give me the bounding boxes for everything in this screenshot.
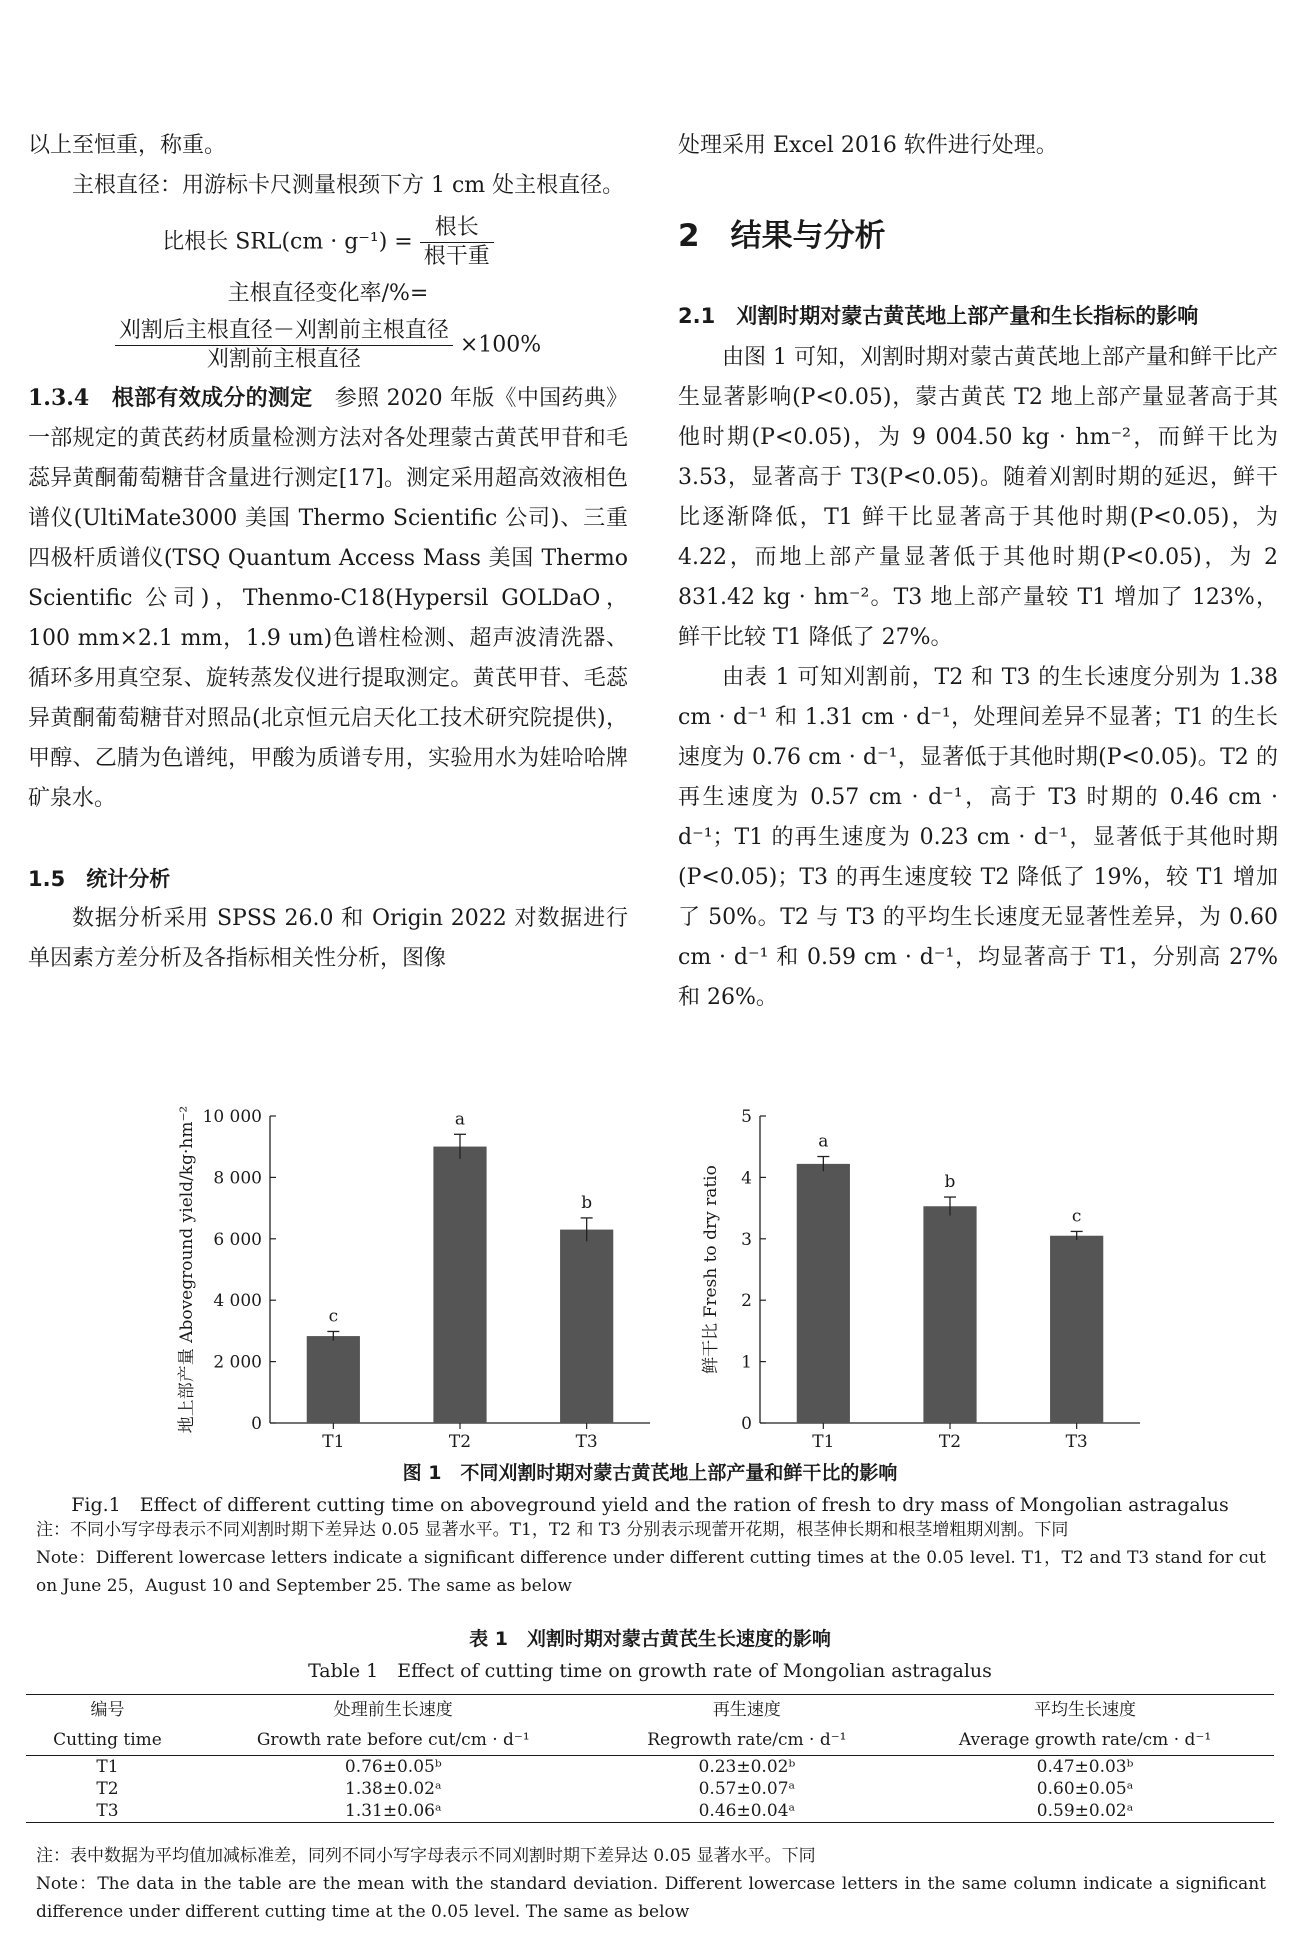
x-tick-label: T3: [575, 1432, 598, 1452]
column-header: 处理前生长速度: [333, 1700, 453, 1720]
table-title-en: Table 1 Effect of cutting time on growth rate of Mongolian astragalus: [308, 1660, 992, 1682]
section-heading: 2 结果与分析: [678, 218, 886, 254]
left-column: [28, 126, 628, 979]
y-tick-label: 4: [741, 1168, 752, 1189]
figure-1: [0, 1080, 1300, 1480]
y-tick-label: 10 000: [202, 1107, 262, 1127]
table-cell: 0.57±0.07ᵃ: [698, 1779, 796, 1799]
subsection-heading: 2.1 刈割时期对蒙古黄芪地上部产量和生长指标的影响: [678, 304, 1199, 328]
right-column: [678, 126, 1278, 1018]
y-tick-label: 8 000: [213, 1168, 262, 1189]
paragraph: 主根直径：用游标卡尺测量根颈下方 1 cm 处主根直径。: [72, 173, 625, 198]
growth-rate-table: [26, 1694, 1274, 1823]
y-axis-label: 鲜干比 Fresh to dry ratio: [701, 1165, 721, 1374]
table-row: [26, 1800, 1274, 1823]
figure-note-cn: 注：不同小写字母表示不同刈割时期下差异达 0.05 显著水平。T1，T2 和 T3 分别表示现蕾开花期，根茎伸长期和根茎增粗期刈割。下同: [36, 1520, 1069, 1540]
paragraph: 处理采用 Excel 2016 软件进行处理。: [678, 133, 1058, 158]
fraction: [115, 317, 453, 374]
figure-note-en: Note：Different lowercase letters indicate a significant difference under different cutting times at the 0.05 level. T1，T2 and T3 stand for cut on June 25，August 10 and September 25. The same as below: [36, 1548, 1266, 1596]
section-1-3-4: [28, 378, 628, 819]
table-title: 表 1 刈割时期对蒙古黄芪生长速度的影响: [469, 1628, 831, 1650]
table-note-en: Note：The data in the table are the mean with the standard deviation. Different lowercase letters in the same column indicate a significant difference under different cutting time at the 0.05 level. The same as below: [36, 1874, 1266, 1922]
x-tick-label: T2: [448, 1432, 472, 1452]
y-tick-label: 6 000: [213, 1229, 262, 1250]
table-row: [26, 1778, 1274, 1800]
denominator: 根干重: [423, 244, 490, 269]
figure-title-en: Fig.1 Effect of different cutting time on aboveground yield and the ration of fresh to dry mass of Mongolian astragalus: [71, 1494, 1229, 1516]
x-tick-label: T3: [1065, 1432, 1088, 1452]
y-tick-label: 5: [741, 1107, 752, 1127]
table-cell: T1: [96, 1757, 119, 1777]
column-header: Regrowth rate/cm · d⁻¹: [647, 1730, 847, 1750]
x-tick-label: T2: [938, 1432, 962, 1452]
column-header: Growth rate before cut/cm · d⁻¹: [256, 1730, 530, 1750]
table-row: [26, 1756, 1274, 1779]
section-title: 1.5 统计分析: [28, 867, 171, 891]
table-cell: 0.47±0.03ᵇ: [1036, 1757, 1134, 1777]
fresh-dry-ratio-chart: [690, 1080, 1290, 1460]
numerator: 刈割后主根直径－刈割前主根直径: [115, 317, 453, 346]
y-tick-label: 2: [741, 1291, 752, 1312]
section-text: 参照 2020 年版《中国药典》一部规定的黄芪药材质量检测方法对各处理蒙古黄芪甲苷和毛蕊异黄酮葡萄糖苷含量进行测定[17]。测定采用超高效液相色谱仪(UltiMate3000 美国 Thermo Scientific 公司)、三重四极杆质谱仪(TSQ Quantum Access Mass 美国 Thermo Scientific 公司)，Thenmo-C18(Hypersil GOLDaO，100 mm×2.1 mm，1.9 um)色谱柱检测、超声波清洗器、循环多用真空泵、旋转蒸发仪进行提取测定。黄芪甲苷、毛蕊异黄酮葡萄糖苷对照品(北京恒元启天化工技术研究院提供)，甲醇、乙腈为色谱纯，甲酸为质谱专用，实验用水为娃哈哈牌矿泉水。: [28, 386, 628, 811]
column-header: 平均生长速度: [1034, 1700, 1137, 1720]
table-cell: 0.76±0.05ᵇ: [344, 1757, 442, 1777]
bar-t2: [923, 1206, 976, 1423]
numerator: 根长: [420, 214, 494, 243]
significance-letter: a: [454, 1109, 466, 1130]
section-title: 1.3.4 根部有效成分的测定: [28, 385, 313, 411]
significance-letter: c: [328, 1306, 339, 1327]
paragraph: 数据分析采用 SPSS 26.0 和 Origin 2022 对数据进行单因素方差分析及各指标相关性分析，图像: [28, 906, 628, 971]
bar-t2: [433, 1147, 486, 1423]
column-header: Average growth rate/cm · d⁻¹: [958, 1730, 1212, 1750]
formula-tail: ×100%: [459, 332, 542, 358]
table-note-cn: 注：表中数据为平均值加减标准差，同列不同小写字母表示不同刈割时期下差异达 0.05 显著水平。下同: [36, 1846, 816, 1866]
significance-letter: a: [818, 1131, 829, 1152]
figure-note: [36, 1516, 1266, 1600]
denominator: 刈割前主根直径: [206, 347, 361, 372]
paragraph: 以上至恒重，称重。: [28, 133, 227, 158]
y-axis-label: 地上部产量 Aboveground yield/kg·hm⁻²: [177, 1105, 197, 1434]
column-header: 编号: [90, 1700, 125, 1720]
paragraph: 由图 1 可知，刈割时期对蒙古黄芪地上部产量和鲜干比产生显著影响(P<0.05)，蒙古黄芪 T2 地上部产量显著高于其他时期(P<0.05)，为 9 004.50 kg · hm⁻²，而鲜干比为 3.53，显著高于 T3(P<0.05)。随着刈割时期的延迟，鲜干比逐渐降低，T1 鲜干比显著高于其他时期(P<0.05)，为 4.22，而地上部产量显著低于其他时期(P<0.05)，为 2 831.42 kg · hm⁻²。T3 地上部产量较 T1 增加了 123%，鲜干比较 T1 降低了 27%。: [678, 345, 1278, 650]
table-cell: 0.59±0.02ᵃ: [1036, 1801, 1134, 1821]
significance-letter: b: [944, 1172, 956, 1193]
y-tick-label: 4 000: [213, 1291, 262, 1312]
table-cell: T2: [96, 1779, 119, 1799]
header-row-cn: [26, 1695, 1274, 1726]
paragraph: 由表 1 可知刈割前，T2 和 T3 的生长速度分别为 1.38 cm · d⁻¹ 和 1.31 cm · d⁻¹，处理间差异不显著；T1 的生长速度为 0.76 cm · d⁻¹，显著低于其他时期(P<0.05)。T2 的再生速度为 0.57 cm · d⁻¹，高于 T3 时期的 0.46 cm · d⁻¹；T1 的再生速度为 0.23 cm · d⁻¹，显著低于其他时期(P<0.05)；T3 的再生速度较 T2 降低了 19%，较 T1 增加了 50%。T2 与 T3 的平均生长速度无显著性差异，为 0.60 cm · d⁻¹ 和 0.59 cm · d⁻¹，均显著高于 T1，分别高 27% 和 26%。: [678, 665, 1278, 1010]
bar-t1: [797, 1164, 850, 1423]
table-cell: 1.38±0.02ᵃ: [345, 1779, 442, 1799]
y-tick-label: 0: [251, 1414, 262, 1434]
y-tick-label: 1: [741, 1352, 752, 1373]
rate-formula: [28, 317, 628, 374]
table-cell: 0.60±0.05ᵃ: [1036, 1779, 1134, 1799]
bar-t3: [1050, 1236, 1103, 1423]
bar-t3: [560, 1230, 613, 1423]
y-tick-label: 0: [741, 1414, 752, 1434]
table-note: [36, 1842, 1266, 1926]
rate-formula-label: 主根直径变化率/%=: [227, 281, 429, 306]
x-tick-label: T1: [812, 1432, 835, 1452]
column-header: Cutting time: [53, 1730, 162, 1750]
x-tick-label: T1: [322, 1432, 345, 1452]
y-tick-label: 3: [741, 1229, 752, 1250]
bar-t1: [307, 1336, 360, 1423]
table-cell: T3: [96, 1801, 119, 1821]
significance-letter: b: [581, 1192, 593, 1213]
header-row-en: [26, 1725, 1274, 1756]
y-tick-label: 2 000: [213, 1352, 262, 1373]
srl-formula: [28, 214, 628, 271]
table-cell: 1.31±0.06ᵃ: [345, 1801, 442, 1821]
fraction: [420, 214, 494, 271]
table-cell: 0.23±0.02ᵇ: [698, 1757, 796, 1777]
figure-title: 图 1 不同刈割时期对蒙古黄芪地上部产量和鲜干比的影响: [402, 1462, 898, 1484]
significance-letter: c: [1071, 1206, 1082, 1227]
column-header: 再生速度: [712, 1700, 781, 1720]
table-cell: 0.46±0.04ᵃ: [698, 1801, 796, 1821]
formula-label: 比根长 SRL(cm · g⁻¹) =: [162, 229, 413, 255]
